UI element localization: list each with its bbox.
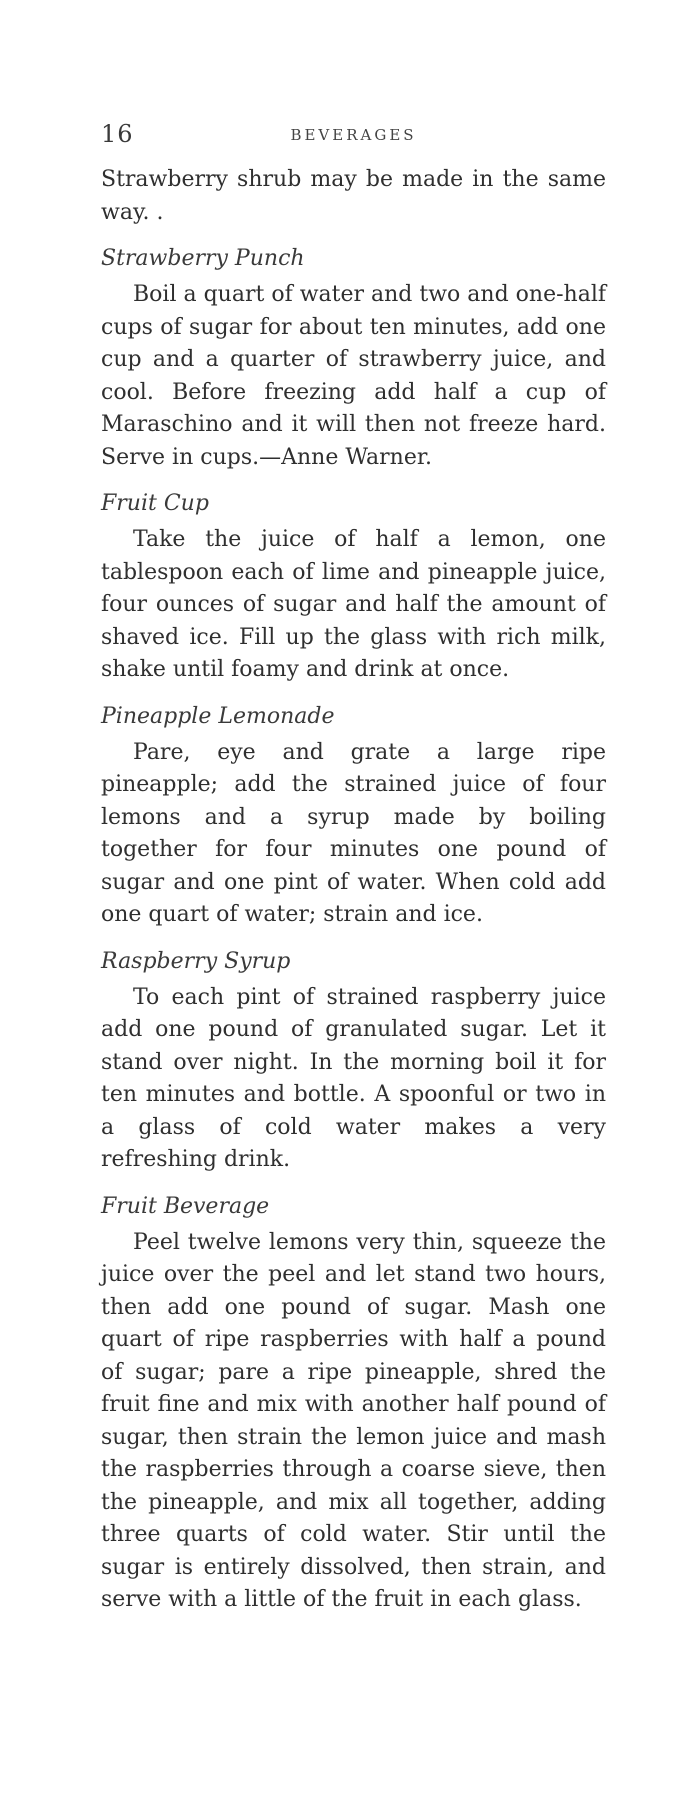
intro-paragraph: Strawberry shrub may be made in the same way. . — [101, 167, 606, 225]
recipe-fruit-beverage — [101, 1191, 606, 1617]
recipe-title: Fruit Cup — [101, 491, 209, 516]
recipe-body: Peel twelve lemons very thin, squeeze the juice over the peel and let stand two hours, then add one pound of sugar. Mash one quart of ripe raspberries with half a pound of sugar; pare a ripe pineapple, shred the fruit fine and mix with another half pound of sugar, then strain the lemon juice and mash the raspberries through a coarse sieve, then the pineapple, and mix all together, adding three quarts of cold water. Stir until the sugar is entirely dissolved, then strain, and serve with a little of the fruit in each glass. — [101, 1229, 606, 1612]
recipe-raspberry-syrup — [101, 946, 606, 1177]
running-title: BEVERAGES — [290, 126, 417, 144]
running-head — [101, 120, 606, 160]
book-page — [101, 120, 606, 1617]
page-number: 16 — [101, 120, 134, 148]
recipe-title: Pineapple Lemonade — [101, 703, 335, 729]
recipe-fruit-cup — [101, 488, 606, 687]
recipe-pineapple-lemonade — [101, 701, 606, 932]
recipe-body: Take the juice of half a lemon, one tablespoon each of lime and pineapple juice, four ounces of sugar and half the amount of shaved ice. Fill up the glass with rich milk, shake until foamy and drink at once. — [101, 527, 606, 682]
recipe-title: Raspberry Syrup — [101, 948, 291, 974]
recipe-title: Strawberry Punch — [101, 246, 305, 271]
recipe-body: Boil a quart of water and two and one-half cups of sugar for about ten minutes, add one cup and a quarter of strawberry juice, and cool. Before freezing add half a cup of Maraschino and it will then not freeze hard. Serve in cups.—Anne Warner. — [101, 282, 606, 470]
recipe-body: To each pint of strained raspberry juice add one pound of granulated sugar. Let it stand over night. In the morning boil it for ten minutes and bottle. A spoonful or two in a glass of cold water makes a very refreshing drink. — [101, 984, 606, 1172]
recipe-title: Fruit Beverage — [101, 1193, 270, 1219]
recipe-strawberry-punch — [101, 243, 606, 474]
recipe-body: Pare, eye and grate a large ripe pineapple; add the strained juice of four lemons and a syrup made by boiling together for four minutes one pound of sugar and one pint of water. When cold add one quart of water; strain and ice. — [101, 739, 606, 927]
